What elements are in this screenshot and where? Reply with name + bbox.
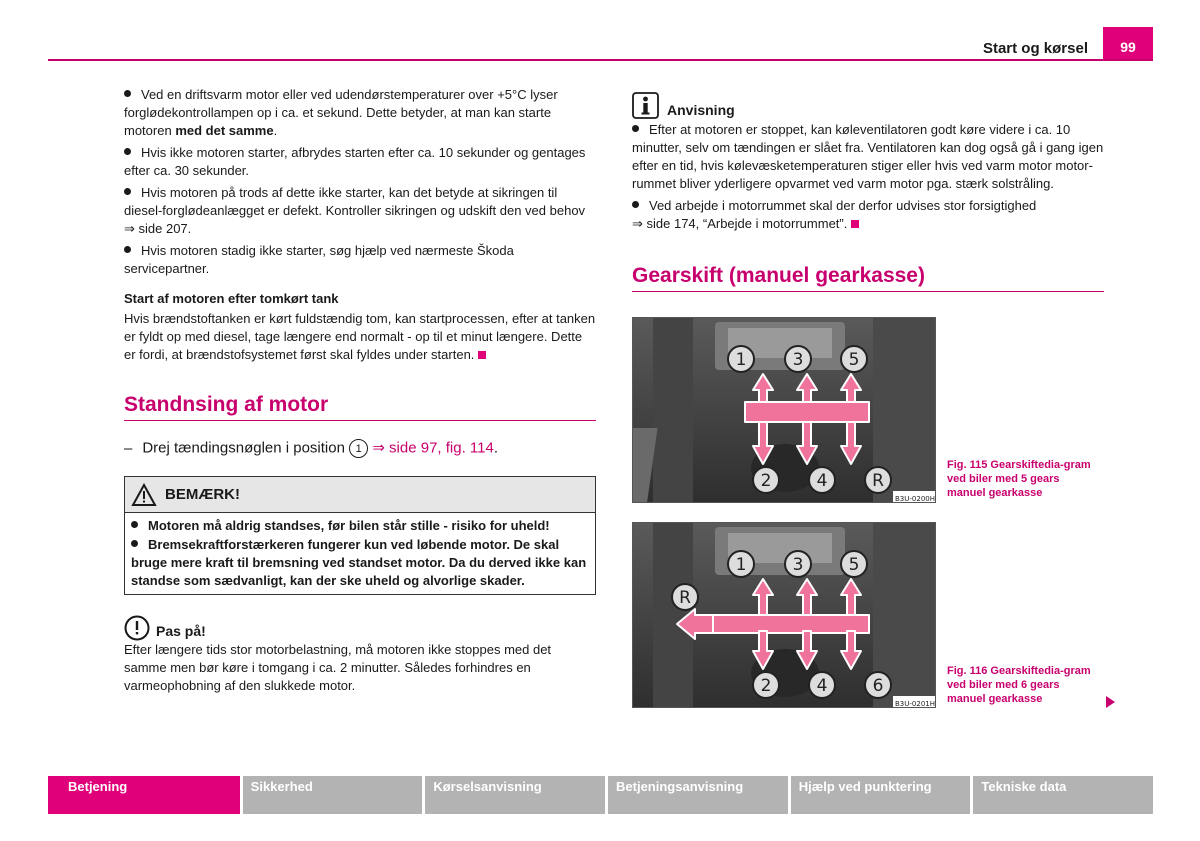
- right-column: [632, 92, 1104, 292]
- bullet-item: Hvis ikke motoren starter, afbrydes starten efter ca. 10 sekunder og gentages efter ca. 30 sekunder.: [124, 145, 586, 178]
- warning-box: [124, 476, 596, 595]
- bullet-icon: [131, 521, 138, 528]
- chapter-title: Start og kørsel: [982, 40, 1088, 57]
- gear-label: 4: [816, 471, 828, 491]
- warning-header: [125, 477, 595, 513]
- warning-body: [125, 513, 595, 594]
- section-title: Standnsing af motor: [124, 396, 596, 421]
- caution-header: [124, 615, 596, 641]
- note-item: Ved arbejde i motorrummet skal der derfor udvises stor forsigtighed ⇒ side 174, “Arbejde i motorrummet”.: [632, 198, 1037, 231]
- gearshift-6-speed-illustration: [633, 523, 936, 708]
- note-label: Anvisning: [667, 102, 735, 118]
- bullet-icon: [124, 188, 131, 195]
- bullet-icon: [131, 540, 138, 547]
- gear-label: 5: [848, 350, 860, 370]
- end-marker-icon: [478, 351, 486, 359]
- gear-label: 3: [792, 555, 804, 575]
- position-number-icon: 1: [349, 439, 368, 458]
- gear-label: 3: [792, 350, 804, 370]
- figure-115-gear-diagram: [632, 317, 936, 503]
- caution-label: Pas på!: [156, 623, 206, 639]
- warning-triangle-icon: [131, 483, 157, 507]
- gearshift-5-speed-illustration: [633, 318, 936, 503]
- end-marker-icon: [851, 220, 859, 228]
- tab-betjeningsanvisning[interactable]: Betjeningsanvisning: [608, 776, 788, 814]
- bullet-item: Hvis motoren stadig ikke starter, søg hjælp ved nærmeste Škoda servicepartner.: [124, 243, 514, 276]
- gear-label: 1: [735, 350, 747, 370]
- figure-code: B3U-0201H: [895, 700, 935, 708]
- note-header: [632, 92, 1104, 119]
- tab-korselsanvisning[interactable]: Kørselsanvisning: [425, 776, 605, 814]
- cross-reference-link[interactable]: ⇒ side 174, “Arbejde i motorrummet”.: [632, 216, 848, 231]
- paragraph: Hvis brændstoftanken er kørt fuldstændig tom, kan startprocessen, efter at tanken er fyldt op med diesel, tage længere end normalt - op til et minut længere. Dette er fordi, at brændstofsystemet først skal fyldes under starten.: [124, 311, 596, 362]
- page-number: 99: [1103, 27, 1153, 61]
- left-column: [124, 86, 596, 695]
- gear-label: 1: [735, 555, 747, 575]
- bullet-icon: [124, 148, 131, 155]
- bullet-icon: [632, 125, 639, 132]
- gear-label: R: [872, 471, 884, 491]
- tab-sikkerhed[interactable]: Sikkerhed: [243, 776, 423, 814]
- figure-code: B3U-0200H: [895, 495, 935, 503]
- info-icon: [632, 92, 659, 119]
- cross-reference-link[interactable]: ⇒ side 207.: [124, 221, 192, 236]
- footer-nav: [48, 776, 1153, 814]
- caution-text: Efter længere tids stor motorbelastning, må motoren ikke stoppes med det samme men bør køre i tomgang i ca. 2 minutter. Således forhindres en varmeophobning af den slukkede motor.: [124, 642, 552, 693]
- bullet-icon: [124, 90, 131, 97]
- warning-item: Motoren må aldrig standses, før bilen står stille - risiko for uheld!: [131, 517, 589, 535]
- gear-label: 2: [760, 676, 772, 696]
- note-item: Efter at motoren er stoppet, kan køleventilatoren godt køre videre i ca. 10 minutter, selv om tændingen er slået fra. Ventilatoren kan dog også gå i gang igen efter en tid, hvis kølevæsketemperaturen stiger eller hvis ved varm motor motor-rummet bliver yderligere opvarmet ved varm motor pga. stærk solstråling.: [632, 122, 1104, 191]
- figure-116-caption: Fig. 116 Gearskiftedia-gram ved biler med 6 gears manuel gearkasse: [947, 665, 1091, 705]
- header-rule: [48, 59, 1153, 61]
- tab-hjaelp-ved-punktering[interactable]: Hjælp ved punktering: [791, 776, 971, 814]
- gear-label: 5: [848, 555, 860, 575]
- gear-label: 4: [816, 676, 828, 696]
- gear-label: 6: [872, 676, 884, 696]
- subsection-heading: Start af motoren efter tomkørt tank: [124, 291, 339, 306]
- tab-betjening[interactable]: Betjening: [48, 776, 240, 814]
- instruction-step: – Drej tændingsnøglen i position 1 ⇒ side 97, fig. 114.: [124, 439, 499, 457]
- bullet-icon: [124, 246, 131, 253]
- warning-item: Bremsekraftforstærkeren fungerer kun ved løbende motor. De skal bruge mere kraft til bremsning ved standset motor. Da du derved ikke kan standse som sædvanligt, kan der ske uheld og alvorlige skader.: [131, 537, 587, 588]
- gear-label: R: [679, 588, 691, 608]
- caution-exclamation-icon: [124, 615, 150, 641]
- cross-reference-link[interactable]: ⇒ side 97, fig. 114: [372, 439, 494, 457]
- bullet-item: Hvis motoren på trods af dette ikke starter, kan det betyde at sikringen til diesel-forglødeanlægget er defekt. Kontroller sikringen og udskift den ved behov ⇒ side 207.: [124, 185, 586, 236]
- section-title: Gearskift (manuel gearkasse): [632, 267, 1104, 292]
- tab-tekniske-data[interactable]: Tekniske data: [973, 776, 1153, 814]
- next-page-arrow-icon[interactable]: [1106, 696, 1115, 708]
- figure-115-caption: Fig. 115 Gearskiftedia-gram ved biler med 5 gears manuel gearkasse: [947, 459, 1091, 499]
- gear-label: 2: [760, 471, 772, 491]
- bullet-icon: [632, 201, 639, 208]
- warning-label: BEMÆRK!: [165, 485, 240, 503]
- figure-116-gear-diagram: [632, 522, 936, 708]
- bullet-item: Ved en driftsvarm motor eller ved udendørstemperaturer over +5°C lyser forglødekontrollampen op i ca. et sekund. Dette betyder, at man kan starte motoren med det samme.: [124, 87, 558, 138]
